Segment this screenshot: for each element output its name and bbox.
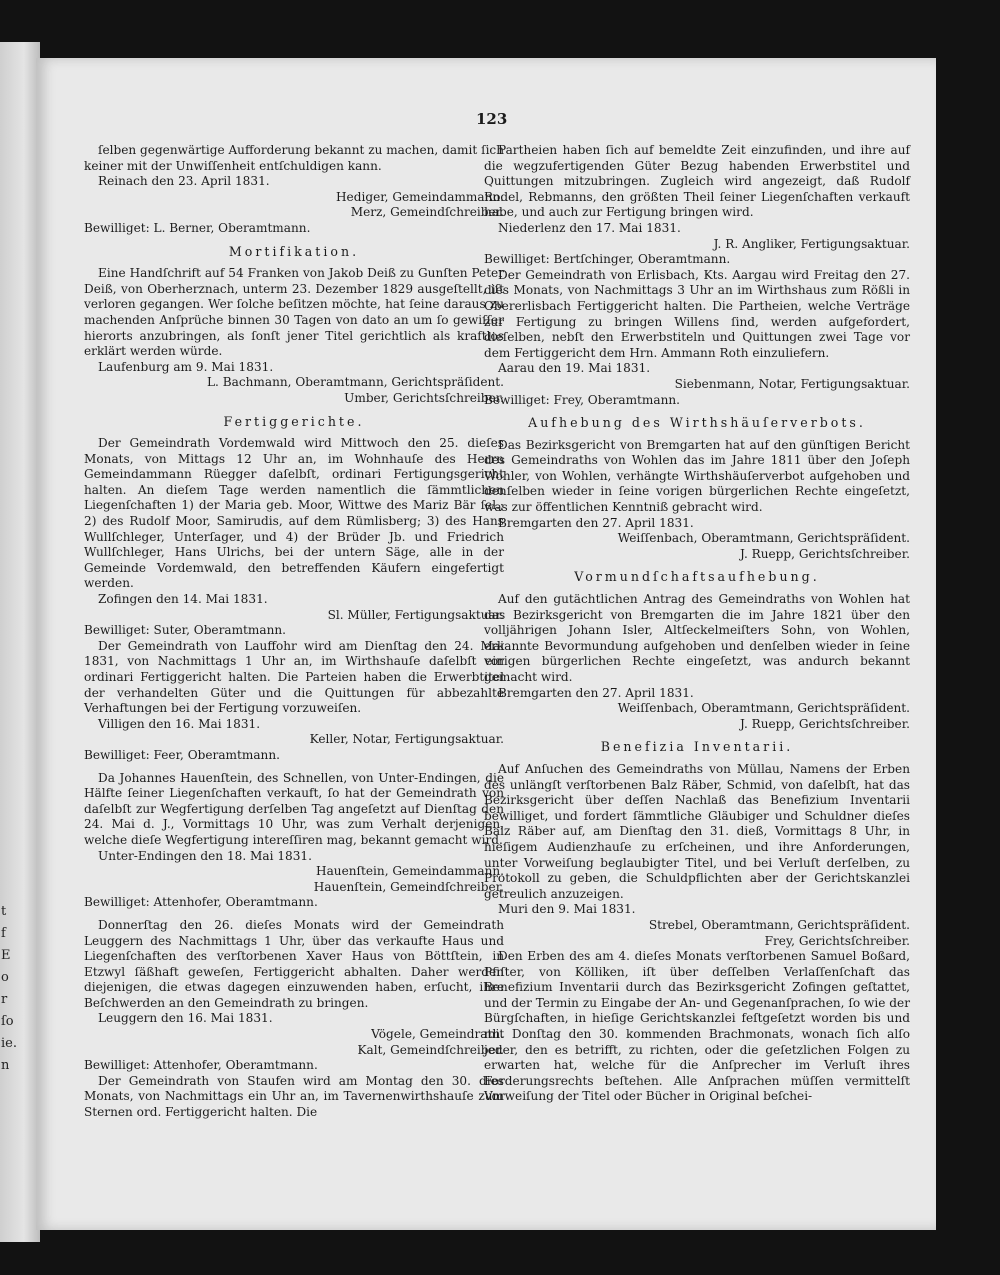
section-heading: Fertiggerichte. [223,413,365,429]
spacer [484,585,910,592]
signature-line: Weiſſenbach, Oberamtmann, Gerichtspräſident. [617,531,910,546]
paragraph: Eine Handſchrift auf 54 Franken von Jakob Deiß zu Gunſten Peter Deiß, von Oberherznach, unterm 23. Dezember 1829 ausgeſtellt, iſt verloren gegangen. Wer ſolche beſitzen möchte, hat ſeine daraus zu machenden Anſprüche binnen 30 Tagen von dato an um ſo gewiſſer hierorts anzubringen, als ſonſt jener Titel gerichtlich als kraftlos erklärt werden würde. [84,266,504,359]
signature-line: J. Ruepp, Gerichtsſchreiber. [740,546,910,561]
approval-line: Bewilliget: Frey, Oberamtmann. [484,392,681,407]
date-line: Villigen den 16. Mai 1831. [98,716,261,731]
date-line: Laufenburg am 9. Mai 1831. [98,359,274,374]
paragraph: Der Gemeindrath von Erlisbach, Kts. Aargau wird Freitag den 27. dies Monats, von Nachmittags 3 Uhr an im Wirthshaus zum Rößli in Obererlisbach Fertiggericht halten. Die Partheien, welche Verträge zur Fertigung zu bringen Willens ſind, werden aufgefordert, dieſelben, nebſt den Erwerbstiteln und Quittungen zwei Tage vor dem Fertiggericht dem Hrn. Ammann Roth einzuliefern. [484,267,910,360]
date-line: Aarau den 19. Mai 1831. [498,361,651,376]
signature-line: Umber, Gerichtsſchreiber. [344,390,504,405]
signature-line: L. Bachmann, Oberamtmann, Gerichtspräſident. [207,375,504,390]
section-heading: Aufhebung des Wirthshäuſerverbots. [528,415,866,431]
date-line: Bremgarten den 27. April 1831. [498,685,694,700]
spacer [484,562,910,569]
paragraph: Da Johannes Hauenſtein, des Schnellen, von Unter-Endingen, die Hälfte ſeiner Liegenſchaften verkauft, ſo hat der Gemeindrath von daſelbſt zur Wegfertigung derſelben Tag angeſetzt auf Dienſtag den 24. Mai d. J., Vormittags 10 Uhr, was zum Verhalt derjenigen, welche dieſe Wegfertigung intereſſiren mag, bekannt gemacht wird. [84,770,504,847]
date-line: Muri den 9. Mai 1831. [498,902,636,917]
right-column [484,143,910,1105]
document-page [36,58,936,1230]
paragraph: ſelben gegenwärtige Aufforderung bekannt zu machen, damit ſich keiner mit der Unwiſſenheit entſchuldigen kann. [84,143,504,173]
spacer [84,259,504,266]
signature-line: Vögele, Gemeindrath. [371,1027,504,1042]
signature-line: Hauenſtein, Gemeindammann. [316,864,504,879]
adjacent-page-fragment: ſo [1,1014,14,1029]
spacer [84,429,504,436]
paragraph: Das Bezirksgericht von Bremgarten hat auf den günſtigen Bericht des Gemeindraths von Wohlen das im Jahre 1811 über den Joſeph Wohler, von Wohlen, verhängte Wirthshäuſerverbot aufgehoben und denſelben wieder in ſeine vorigen bürgerlichen Rechte eingeſetzt, was zur öffentlichen Kenntniß gebracht wird. [484,437,910,515]
spacer [84,764,504,771]
approval-line: Bewilliget: Attenhofer, Oberamtmann. [84,895,318,910]
approval-line: Bewilliget: L. Berner, Oberamtmann. [84,220,311,235]
page-number: 123 [476,110,508,128]
adjacent-page-fragment: r [1,992,8,1007]
paragraph: Auf Anſuchen des Gemeindraths von Müllau, Namens der Erben des unlängſt verſtorbenen Balz Räber, Schmid, von daſelbſt, hat das Bezirksgericht über deſſen Nachlaß das Benefizium Inventarii bewilliget, und fordert ſämmtliche Gläubiger und Schuldner dieſes Balz Räber auf, am Dienſtag den 31. dieß, Vormittags 8 Uhr, in hieſigem Audienzhauſe zu erſcheinen, und ihre Anforderungen, unter Vorweiſung beglaubigter Titel, und bei Verluſt derſelben, zu Protokoll zu geben, die Schuldpflichten aber der Gerichtskanzlei getreulich anzuzeigen. [484,761,910,901]
adjacent-page-edge [0,42,40,1242]
adjacent-page-fragment: ie. [1,1036,17,1051]
paragraph: Der Gemeindrath Vordemwald wird Mittwoch den 25. dieſes Monats, von Mittags 12 Uhr an, im Wohnhauſe des Herrn Gemeindammann Rüegger daſelbſt, ordinari Fertigungsgericht halten. An dieſem Tage werden namentlich die ſämmtlichen Liegenſchaften 1) der Maria geb. Moor, Wittwe des Mariz Bär ſel.; 2) des Rudolf Moor, Samirudis, auf dem Rümlisberg; 3) des Hans Wullſchleger, Unterſager, und 4) der Brüder Jb. und Friedrich Wullſchleger, Hans Ulrichs, bei der untern Säge, alle in der Gemeinde Vordemwald, den betreffenden Käufern eingefertigt werden. [84,436,504,591]
section-heading: Vormundſchaftsaufhebung. [574,569,820,585]
paragraph: Den Erben des am 4. dieſes Monats verſtorbenen Samuel Boßard, Pfiſter, von Kölliken, iſt über deſſelben Verlaſſenſchaft das Benefizium Inventarii durch das Bezirksgericht Zofingen geſtattet, und der Termin zu Eingabe der An- und Gegenanſprachen, ſo wie der Bürgſchaften, in hieſige Gerichtskanzlei feſtgeſetzt worden bis und mit Donſtag den 30. kommenden Brachmonats, wonach ſich alſo jeder, den es betrifft, zu richten, oder die geſetzlichen Folgen zu erwarten hat, welche für die Anſprecher im Verluſt ihres Forderungsrechts beſtehen. Alle Anſprachen müſſen vermittelſt Vorweiſung der Titel oder Bücher in Original beſchei- [484,949,910,1104]
signature-line: Frey, Gerichtsſchreiber. [764,933,910,948]
paragraph: Auf den gutächtlichen Antrag des Gemeindraths von Wohlen hat das Bezirksgericht von Bremgarten die im Jahre 1821 über den volljährigen Johann Isler, Altſeckelmeiſters Sohn, von Wohlen, erkannte Bevormundung aufgehoben und denſelben wieder in ſeine vorigen bürgerlichen Rechte eingeſetzt, was andurch bekannt gemacht wird. [484,592,910,684]
spacer [484,408,910,415]
spacer [84,911,504,918]
signature-line: Keller, Notar, Fertigungsaktuar. [309,732,504,747]
adjacent-page-fragment: n [1,1058,10,1073]
spacer [484,755,910,762]
approval-line: Bewilliget: Bertſchinger, Oberamtmann. [484,252,731,267]
signature-line: Hediger, Gemeindammann. [336,189,504,204]
spacer [484,431,910,438]
adjacent-page-fragment: o [1,970,9,985]
signature-line: Strebel, Oberamtmann, Gerichtspräſident. [648,917,910,932]
signature-line: J. R. Angliker, Fertigungsaktuar. [713,236,910,251]
signature-line: J. Ruepp, Gerichtsſchreiber. [740,716,910,731]
adjacent-page-fragment: t [1,904,7,919]
date-line: Bremgarten den 27. April 1831. [498,515,694,530]
paragraph: Der Gemeindrath von Lauffohr wird am Dienſtag den 24. Mai 1831, von Nachmittags 1 Uhr an, im Wirthshauſe daſelbſt ein ordinari Fertiggericht halten. Die Parteien haben die Erwerbtitel der verhandelten Güter und die Quittungen für abbezahlte Verhaftungen bei der Fertigung vorzuweiſen. [84,638,504,716]
signature-line: Hauenſtein, Gemeindſchreiber. [313,879,504,894]
date-line: Leuggern den 16. Mai 1831. [98,1011,273,1026]
paragraph: Donnerſtag den 26. dieſes Monats wird der Gemeindrath Leuggern des Nachmittags 1 Uhr, über das verkaufte Haus und Liegenſchaften des verſtorbenen Xaver Haus von Böttſtein, in Etzwyl ſäßhaft geweſen, Fertiggericht abhalten. Daher werden diejenigen, die etwas dagegen einzuwenden haben, erſucht, ihre Beſchwerden an den Gemeindrath zu bringen. [84,917,504,1010]
adjacent-page-fragment: f [1,926,6,941]
signature-line: Siebenmann, Notar, Fertigungsaktuar. [674,376,910,391]
approval-line: Bewilliget: Suter, Oberamtmann. [84,623,287,638]
signature-line: Sl. Müller, Fertigungsaktuar. [327,607,504,622]
section-heading: Benefizia Inventarii. [600,739,794,755]
date-line: Zofingen den 14. Mai 1831. [98,592,268,607]
paragraph: Partheien haben ſich auf bemeldte Zeit einzufinden, und ihre auf die wegzufertigenden Güter Bezug habenden Erwerbstitel und Quittungen mitzubringen. Zugleich wird angezeigt, daß Rudolf Rodel, Rebmanns, den größten Theil ſeiner Liegenſchaften verkauft habe, und auch zur Fertigung bringen wird. [484,143,910,220]
left-column [84,143,504,1121]
signature-line: Kalt, Gemeindſchreiber. [357,1042,504,1057]
date-line: Reinach den 23. April 1831. [98,174,270,189]
date-line: Unter-Endingen den 18. Mai 1831. [98,848,312,863]
paragraph: Der Gemeindrath von Staufen wird am Montag den 30. dies Monats, von Nachmittags ein Uhr an, im Tavernenwirthshauſe zum Sternen ord. Fertiggericht halten. Die [84,1073,504,1120]
spacer [84,237,504,244]
approval-line: Bewilliget: Feer, Oberamtmann. [84,747,280,762]
signature-line: Merz, Gemeindſchreiber. [350,205,504,220]
approval-line: Bewilliget: Attenhofer, Oberamtmann. [84,1058,318,1073]
spacer [484,732,910,739]
signature-line: Weiſſenbach, Oberamtmann, Gerichtspräſident. [617,701,910,716]
adjacent-page-fragment: E [1,948,11,963]
date-line: Niederlenz den 17. Mai 1831. [498,220,681,235]
section-heading: Mortifikation. [228,243,360,259]
spacer [84,407,504,414]
